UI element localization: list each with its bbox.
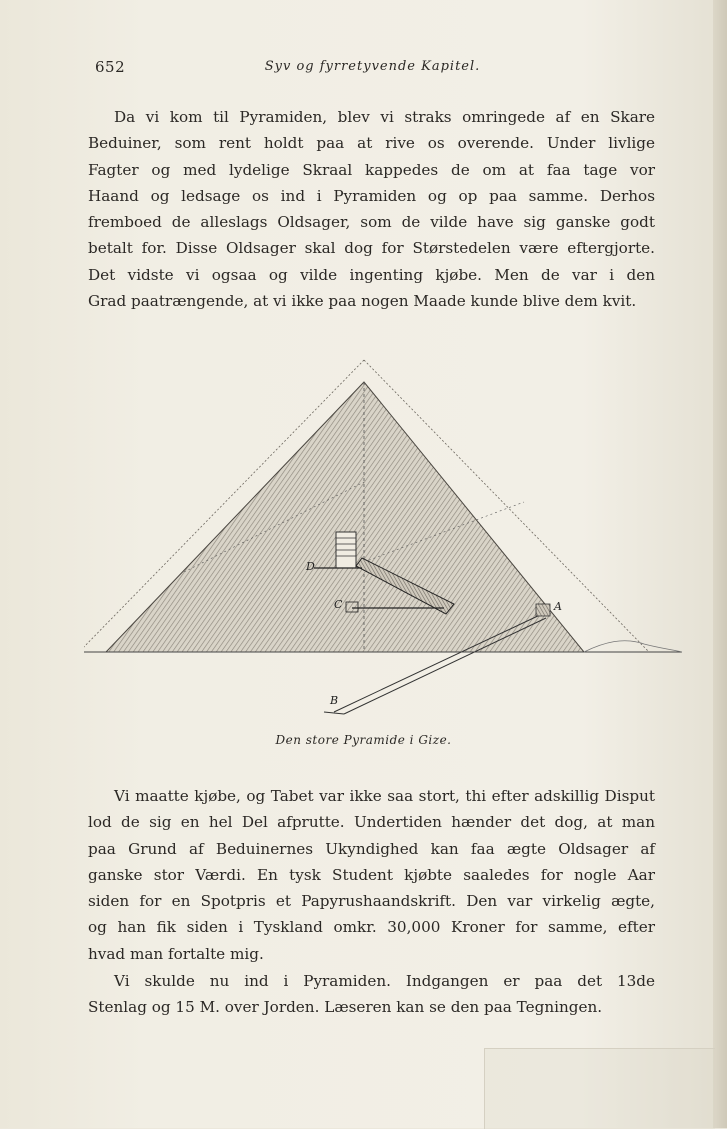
- text-line: fremboed de alleslags Oldsager, som de vilde have sig ganske godt: [88, 213, 655, 232]
- text-line: Det vidste vi ogsaa og vilde ingenting kjøbe. Men de var i den: [88, 265, 655, 284]
- text-line: og han fik siden i Tyskland omkr. 30,000 Kroner for samme, efter: [88, 918, 655, 937]
- label-b: B: [330, 694, 339, 707]
- text-line: Stenlag og 15 M. over Jorden. Læseren kan se den paa Tegningen.: [88, 998, 603, 1017]
- running-head: Syv og fyrretyvende Kapitel.: [264, 59, 481, 74]
- text-line: Da vi kom til Pyramiden, blev vi straks omringede af en Skare: [114, 108, 655, 126]
- page-number: 652: [95, 58, 126, 76]
- text-line: Fagter og med lydelige Skraal kappedes de om at faa tage vor: [88, 160, 655, 179]
- text-line: ganske stor Værdi. En tysk Student kjøbte saaledes for nogle Aar: [88, 865, 655, 884]
- paper-fold-mark: [484, 1048, 715, 1129]
- page-header: [95, 58, 650, 80]
- paragraph-1: [88, 104, 655, 314]
- text-line: Vi skulde nu ind i Pyramiden. Indgangen er paa det 13de: [114, 972, 655, 990]
- text-line: Beduiner, som rent holdt paa at rive os overende. Under livlige: [88, 134, 655, 153]
- text-line: Grad paatrængende, at vi ikke paa nogen Maade kunde blive dem kvit.: [88, 292, 637, 311]
- entrance-block: [536, 604, 550, 616]
- label-d: D: [306, 560, 315, 573]
- pyramid-body: [106, 382, 584, 652]
- text-line: lod de sig en hel Del afprutte. Undertiden hænder det dog, at man: [88, 813, 655, 832]
- text-line: hvad man fortalte mig.: [88, 944, 264, 963]
- page-gutter-edge: [713, 0, 727, 1128]
- text-line: siden for en Spotpris et Papyrushaandskrift. Den var virkelig ægte,: [88, 892, 655, 911]
- subterranean-chamber-b: [324, 712, 344, 714]
- label-a: A: [554, 600, 562, 613]
- text-line: Vi maatte kjøbe, og Tabet var ikke saa stort, thi efter adskillig Disput: [114, 787, 655, 805]
- paragraph-3: [88, 968, 655, 1021]
- ground-terrain: [584, 641, 682, 652]
- text-line: betalt for. Disse Oldsager skal dog for Størstedelen være eftergjorte.: [88, 239, 655, 258]
- text-line: Haand og ledsage os ind i Pyramiden og op paa samme. Derhos: [88, 186, 655, 205]
- text-line: paa Grund af Beduinernes Ukyndighed kan faa ægte Oldsager af: [88, 839, 655, 858]
- paragraph-2: [88, 783, 655, 967]
- figure-caption: Den store Pyramide i Gize.: [275, 733, 452, 747]
- label-c: C: [334, 598, 343, 611]
- pyramid-cross-section-illustration: [84, 352, 684, 722]
